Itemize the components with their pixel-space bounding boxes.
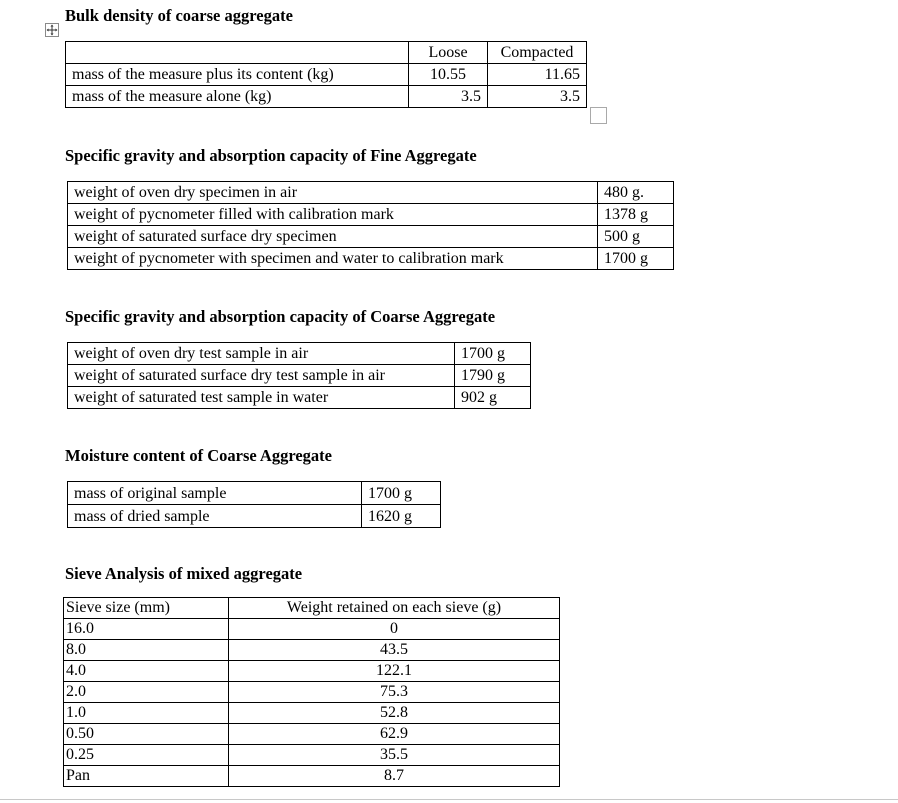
- sieve-size[interactable]: 0.50: [64, 724, 229, 745]
- header-sieve-size[interactable]: Sieve size (mm): [64, 598, 229, 619]
- fine-aggregate-table: [67, 181, 674, 270]
- row-label[interactable]: weight of oven dry specimen in air: [68, 182, 598, 204]
- table-row: [66, 86, 587, 108]
- sieve-size[interactable]: 1.0: [64, 703, 229, 724]
- sieve-size[interactable]: 4.0: [64, 661, 229, 682]
- moisture-heading: Moisture content of Coarse Aggregate: [65, 446, 332, 465]
- coarse-aggregate-table: [67, 342, 531, 409]
- row-label[interactable]: weight of saturated surface dry specimen: [68, 226, 598, 248]
- row-label[interactable]: mass of original sample: [68, 482, 362, 505]
- header-loose[interactable]: Loose: [409, 42, 488, 64]
- sieve-size[interactable]: 0.25: [64, 745, 229, 766]
- page-bottom-rule: [0, 799, 898, 800]
- table-row: [68, 226, 674, 248]
- row-label[interactable]: weight of pycnometer with specimen and water to calibration mark: [68, 248, 598, 270]
- row-value[interactable]: 1700 g: [362, 482, 441, 505]
- sieve-size[interactable]: 16.0: [64, 619, 229, 640]
- sieve-size[interactable]: 8.0: [64, 640, 229, 661]
- table-resize-handle[interactable]: [590, 107, 607, 124]
- row-value[interactable]: 902 g: [455, 387, 531, 409]
- moisture-table: [67, 481, 441, 528]
- row-value[interactable]: 1378 g: [598, 204, 674, 226]
- header-compacted[interactable]: Compacted: [488, 42, 587, 64]
- table-row: [64, 598, 560, 619]
- table-row: [64, 724, 560, 745]
- coarse-aggregate-heading: Specific gravity and absorption capacity of Coarse Aggregate: [65, 307, 496, 326]
- table-row: [64, 682, 560, 703]
- table-row: [68, 343, 531, 365]
- table-row: [64, 661, 560, 682]
- weight-retained[interactable]: 35.5: [229, 745, 560, 766]
- bulk-density-table: [65, 41, 587, 108]
- loose-value[interactable]: 3.5: [409, 86, 488, 108]
- weight-retained[interactable]: 0: [229, 619, 560, 640]
- sieve-size[interactable]: Pan: [64, 766, 229, 787]
- table-move-handle-icon[interactable]: [45, 23, 59, 37]
- bulk-density-heading: Bulk density of coarse aggregate: [65, 6, 293, 25]
- weight-retained[interactable]: 43.5: [229, 640, 560, 661]
- table-row: [68, 248, 674, 270]
- sieve-table: [63, 597, 560, 787]
- compacted-value[interactable]: 11.65: [488, 64, 587, 86]
- table-row: [64, 745, 560, 766]
- table-row: [68, 482, 441, 505]
- table-row: [68, 387, 531, 409]
- row-value[interactable]: 500 g: [598, 226, 674, 248]
- table-row: [66, 42, 587, 64]
- compacted-value[interactable]: 3.5: [488, 86, 587, 108]
- row-label[interactable]: weight of saturated surface dry test sample in air: [68, 365, 455, 387]
- loose-value[interactable]: 10.55: [409, 64, 488, 86]
- weight-retained[interactable]: 62.9: [229, 724, 560, 745]
- row-label[interactable]: weight of oven dry test sample in air: [68, 343, 455, 365]
- weight-retained[interactable]: 122.1: [229, 661, 560, 682]
- table-row: [68, 365, 531, 387]
- row-value[interactable]: 1700 g: [455, 343, 531, 365]
- weight-retained[interactable]: 75.3: [229, 682, 560, 703]
- row-value[interactable]: 480 g.: [598, 182, 674, 204]
- row-value[interactable]: 1700 g: [598, 248, 674, 270]
- row-label[interactable]: mass of dried sample: [68, 505, 362, 528]
- row-label[interactable]: mass of the measure plus its content (kg): [66, 64, 409, 86]
- table-row: [64, 703, 560, 724]
- fine-aggregate-heading: Specific gravity and absorption capacity of Fine Aggregate: [65, 146, 477, 165]
- table-row: [68, 182, 674, 204]
- table-row: [64, 766, 560, 787]
- row-value[interactable]: 1790 g: [455, 365, 531, 387]
- row-value[interactable]: 1620 g: [362, 505, 441, 528]
- sieve-size[interactable]: 2.0: [64, 682, 229, 703]
- row-label[interactable]: weight of pycnometer filled with calibration mark: [68, 204, 598, 226]
- table-row: [68, 204, 674, 226]
- table-cell[interactable]: [66, 42, 409, 64]
- table-row: [68, 505, 441, 528]
- row-label[interactable]: mass of the measure alone (kg): [66, 86, 409, 108]
- row-label[interactable]: weight of saturated test sample in water: [68, 387, 455, 409]
- sieve-heading: Sieve Analysis of mixed aggregate: [65, 564, 303, 583]
- table-row: [66, 64, 587, 86]
- weight-retained[interactable]: 52.8: [229, 703, 560, 724]
- header-weight-retained[interactable]: Weight retained on each sieve (g): [229, 598, 560, 619]
- weight-retained[interactable]: 8.7: [229, 766, 560, 787]
- table-row: [64, 640, 560, 661]
- table-row: [64, 619, 560, 640]
